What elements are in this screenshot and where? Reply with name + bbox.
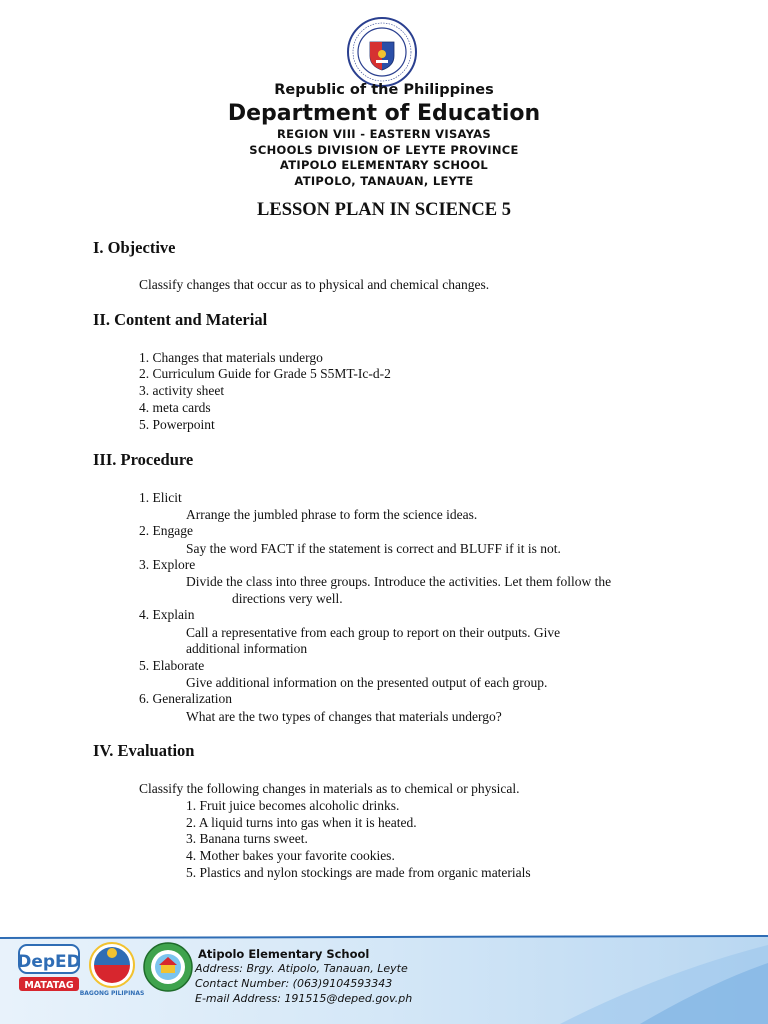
- evaluation-item: 2. A liquid turns into gas when it is heated.: [186, 815, 417, 830]
- list-item: 4. meta cards: [139, 400, 211, 415]
- region-line: REGION VIII - EASTERN VISAYAS: [277, 127, 491, 141]
- procedure-heading: III. Procedure: [93, 450, 194, 469]
- procedure-step-label: 5. Elaborate: [139, 658, 205, 673]
- evaluation-heading: IV. Evaluation: [93, 741, 195, 760]
- footer-school-name: Atipolo Elementary School: [198, 947, 370, 961]
- bagong-pilipinas-logo: [79, 939, 145, 999]
- procedure-step-text: additional information: [186, 641, 308, 656]
- division-line: SCHOOLS DIVISION OF LEYTE PROVINCE: [249, 143, 519, 157]
- evaluation-item: 3. Banana turns sweet.: [186, 831, 308, 846]
- evaluation-item: 5. Plastics and nylon stockings are made from organic materials: [186, 865, 531, 880]
- objective-heading: I. Objective: [93, 238, 176, 257]
- procedure-step-text: Divide the class into three groups. Introduce the activities. Let them follow the: [186, 574, 612, 589]
- evaluation-item: 4. Mother bakes your favorite cookies.: [186, 848, 395, 863]
- procedure-step-text: Call a representative from each group to report on their outputs. Give: [186, 625, 561, 640]
- procedure-step-label: 2. Engage: [139, 523, 193, 538]
- procedure-step-text: What are the two types of changes that materials undergo?: [186, 709, 502, 724]
- bagong-pilipinas-text: BAGONG PILIPINAS: [79, 990, 145, 997]
- deped-logo-text: DepED: [17, 952, 81, 972]
- deped-seal-logo: [346, 16, 418, 88]
- deped-matatag-logo: [18, 943, 80, 997]
- department-heading: Department of Education: [227, 101, 541, 126]
- evaluation-instruction: Classify the following changes in materials as to chemical or physical.: [139, 781, 520, 796]
- procedure-step-text: directions very well.: [232, 591, 343, 606]
- procedure-step-label: 6. Generalization: [139, 691, 232, 706]
- procedure-step-label: 3. Explore: [139, 557, 196, 572]
- content-heading: II. Content and Material: [93, 310, 268, 329]
- school-line: ATIPOLO ELEMENTARY SCHOOL: [279, 158, 489, 172]
- footer-contact: Contact Number: (063)9104593343: [195, 977, 393, 990]
- document-title: LESSON PLAN IN SCIENCE 5: [257, 200, 511, 220]
- school-seal-logo: [142, 941, 194, 993]
- list-item: 1. Changes that materials undergo: [139, 350, 323, 365]
- procedure-step-label: 1. Elicit: [139, 490, 182, 505]
- list-item: 3. activity sheet: [139, 383, 225, 398]
- objective-text: Classify changes that occur as to physical and chemical changes.: [139, 277, 490, 292]
- footer: [0, 933, 768, 1024]
- list-item: 5. Powerpoint: [139, 417, 215, 432]
- address-line: ATIPOLO, TANAUAN, LEYTE: [294, 174, 474, 188]
- list-item: 2. Curriculum Guide for Grade 5 S5MT-Ic-d-2: [139, 366, 391, 381]
- republic-heading: Republic of the Philippines: [274, 82, 494, 98]
- footer-email: E-mail Address: 191515@deped.gov.ph: [195, 992, 413, 1005]
- matatag-text: MATATAG: [24, 980, 74, 991]
- footer-address: Address: Brgy. Atipolo, Tanauan, Leyte: [195, 962, 408, 975]
- procedure-step-label: 4. Explain: [139, 607, 195, 622]
- procedure-step-text: Say the word FACT if the statement is correct and BLUFF if it is not.: [186, 541, 561, 556]
- procedure-step-text: Give additional information on the presented output of each group.: [186, 675, 548, 690]
- procedure-step-text: Arrange the jumbled phrase to form the science ideas.: [186, 507, 478, 522]
- evaluation-item: 1. Fruit juice becomes alcoholic drinks.: [186, 798, 400, 813]
